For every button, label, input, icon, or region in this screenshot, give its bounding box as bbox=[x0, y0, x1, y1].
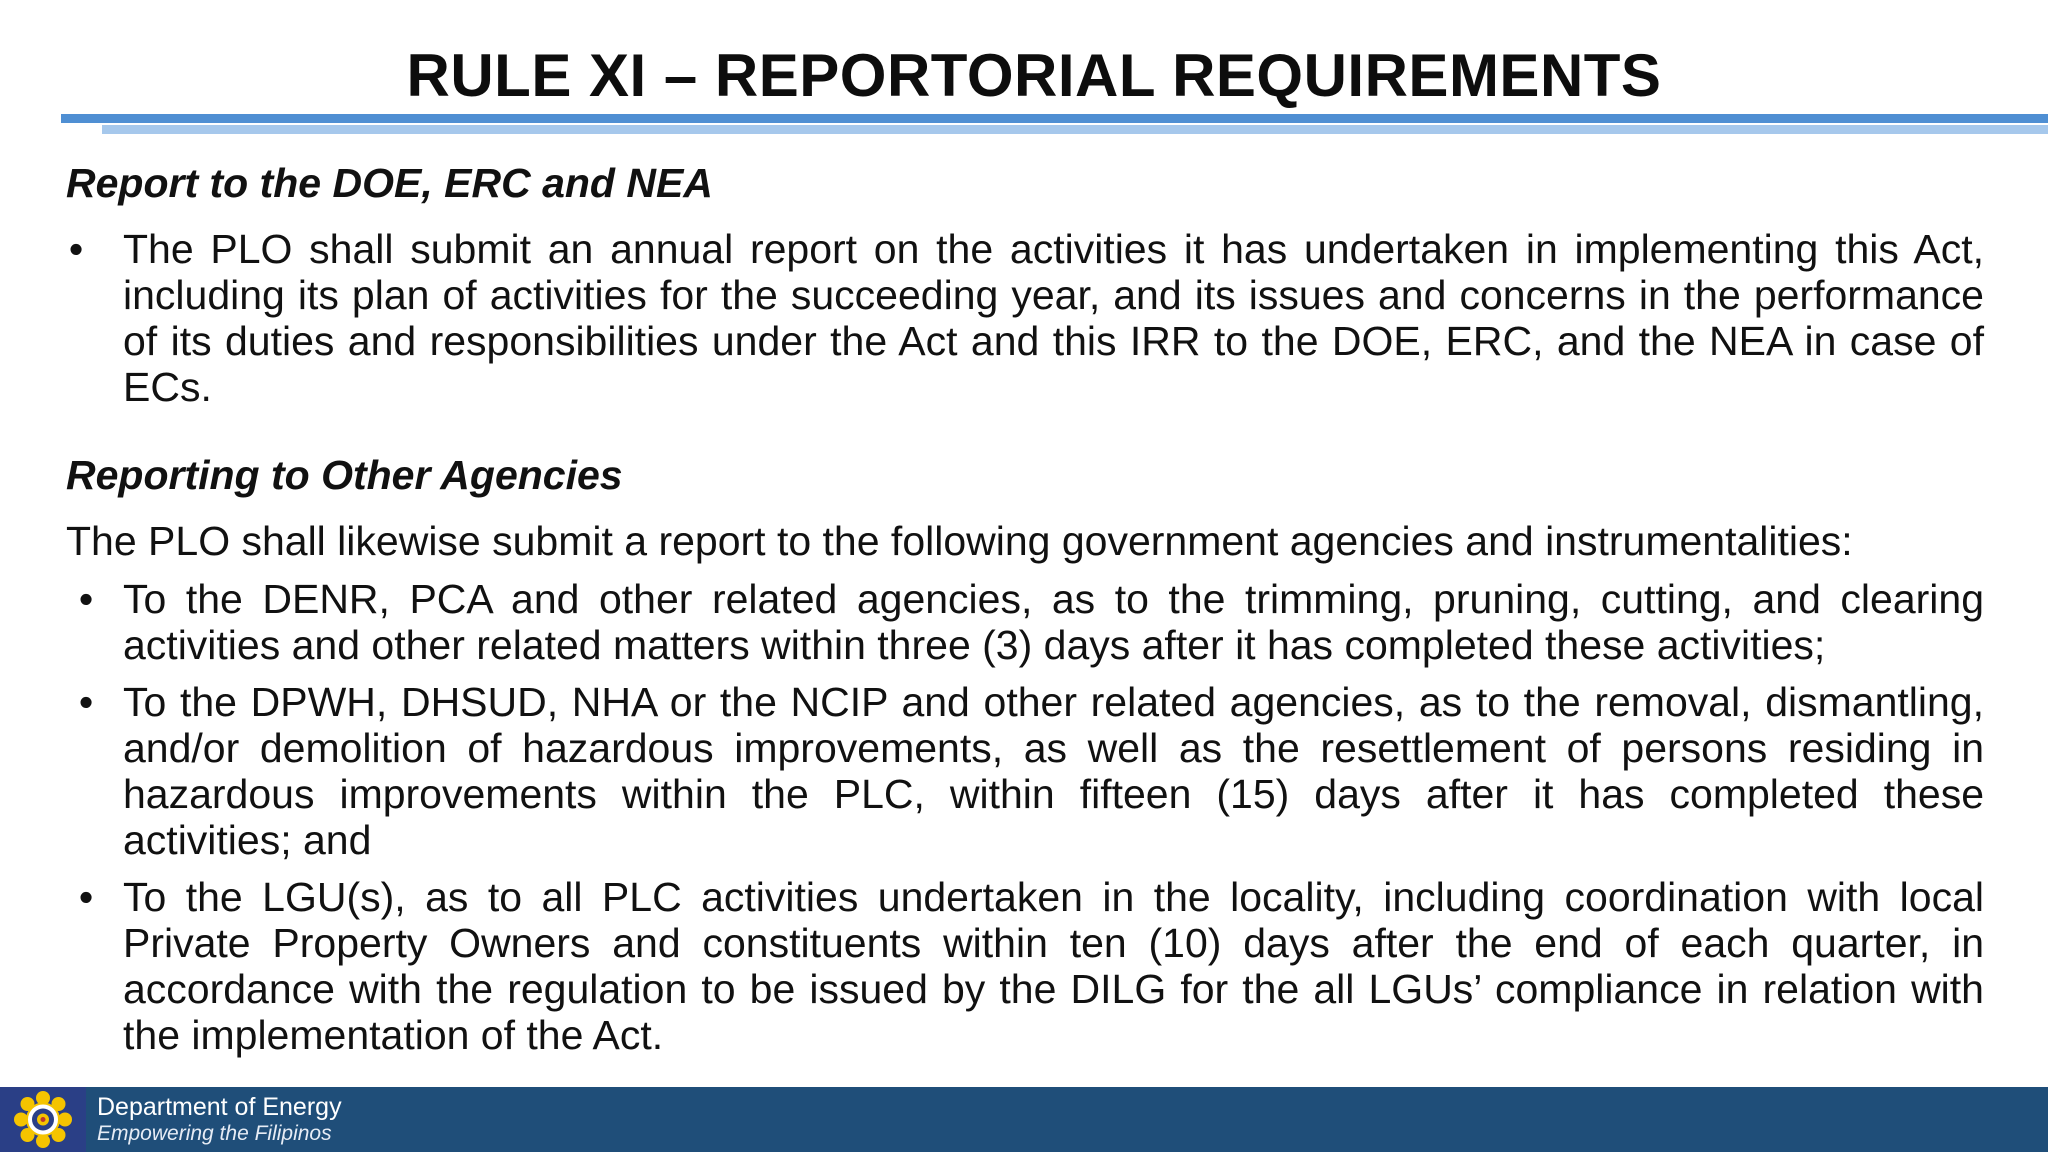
footer-organization: Department of Energy bbox=[97, 1093, 342, 1121]
list-item-text: The PLO shall submit an annual report on the activities it has undertaken in implementing this Act, including its plan of activities for the succeeding year, and its issues and concerns in the performance of its duties and responsibilities under the Act and this IRR to the DOE, ERC, and the NEA in case of ECs. bbox=[123, 226, 1984, 410]
doe-report-list bbox=[66, 226, 1984, 410]
footer-bar bbox=[0, 1087, 2048, 1152]
list-item bbox=[66, 679, 1984, 863]
bullet-icon: • bbox=[68, 226, 84, 272]
section-heading-doe-erc-nea: Report to the DOE, ERC and NEA bbox=[66, 160, 713, 206]
bullet-icon: • bbox=[78, 679, 94, 725]
other-agencies-intro: The PLO shall likewise submit a report to the following government agencies and instrumentalities: bbox=[66, 518, 1853, 564]
doe-seal-icon bbox=[0, 1087, 86, 1152]
list-item-text: To the DPWH, DHSUD, NHA or the NCIP and other related agencies, as to the removal, dismantling, and/or demolition of hazardous improvements, as well as the resettlement of persons residing in hazardous improvements within the PLC, within fifteen (15) days after it has completed these activities; and bbox=[123, 679, 1984, 863]
list-item bbox=[66, 226, 1984, 410]
section-heading-other-agencies: Reporting to Other Agencies bbox=[66, 452, 623, 498]
list-item-text: To the DENR, PCA and other related agencies, as to the trimming, pruning, cutting, and clearing activities and other related matters within three (3) days after it has completed these activities; bbox=[123, 576, 1984, 668]
list-item bbox=[66, 576, 1984, 668]
list-item-text: To the LGU(s), as to all PLC activities undertaken in the locality, including coordination with local Private Property Owners and constituents within ten (10) days after the end of each quarter, in accordance with the regulation to be issued by the DILG for the all LGUs’ compliance in relation with the implementation of the Act. bbox=[123, 874, 1984, 1058]
slide-content bbox=[66, 160, 1984, 1069]
footer-tagline: Empowering the Filipinos bbox=[97, 1122, 332, 1145]
title-divider-light bbox=[102, 125, 2048, 134]
title-divider-dark bbox=[61, 114, 2048, 123]
other-agencies-list bbox=[66, 576, 1984, 1058]
bullet-icon: • bbox=[78, 874, 94, 920]
page-title: RULE XI – REPORTORIAL REQUIREMENTS bbox=[406, 42, 1662, 109]
list-item bbox=[66, 874, 1984, 1058]
bullet-icon: • bbox=[78, 576, 94, 622]
